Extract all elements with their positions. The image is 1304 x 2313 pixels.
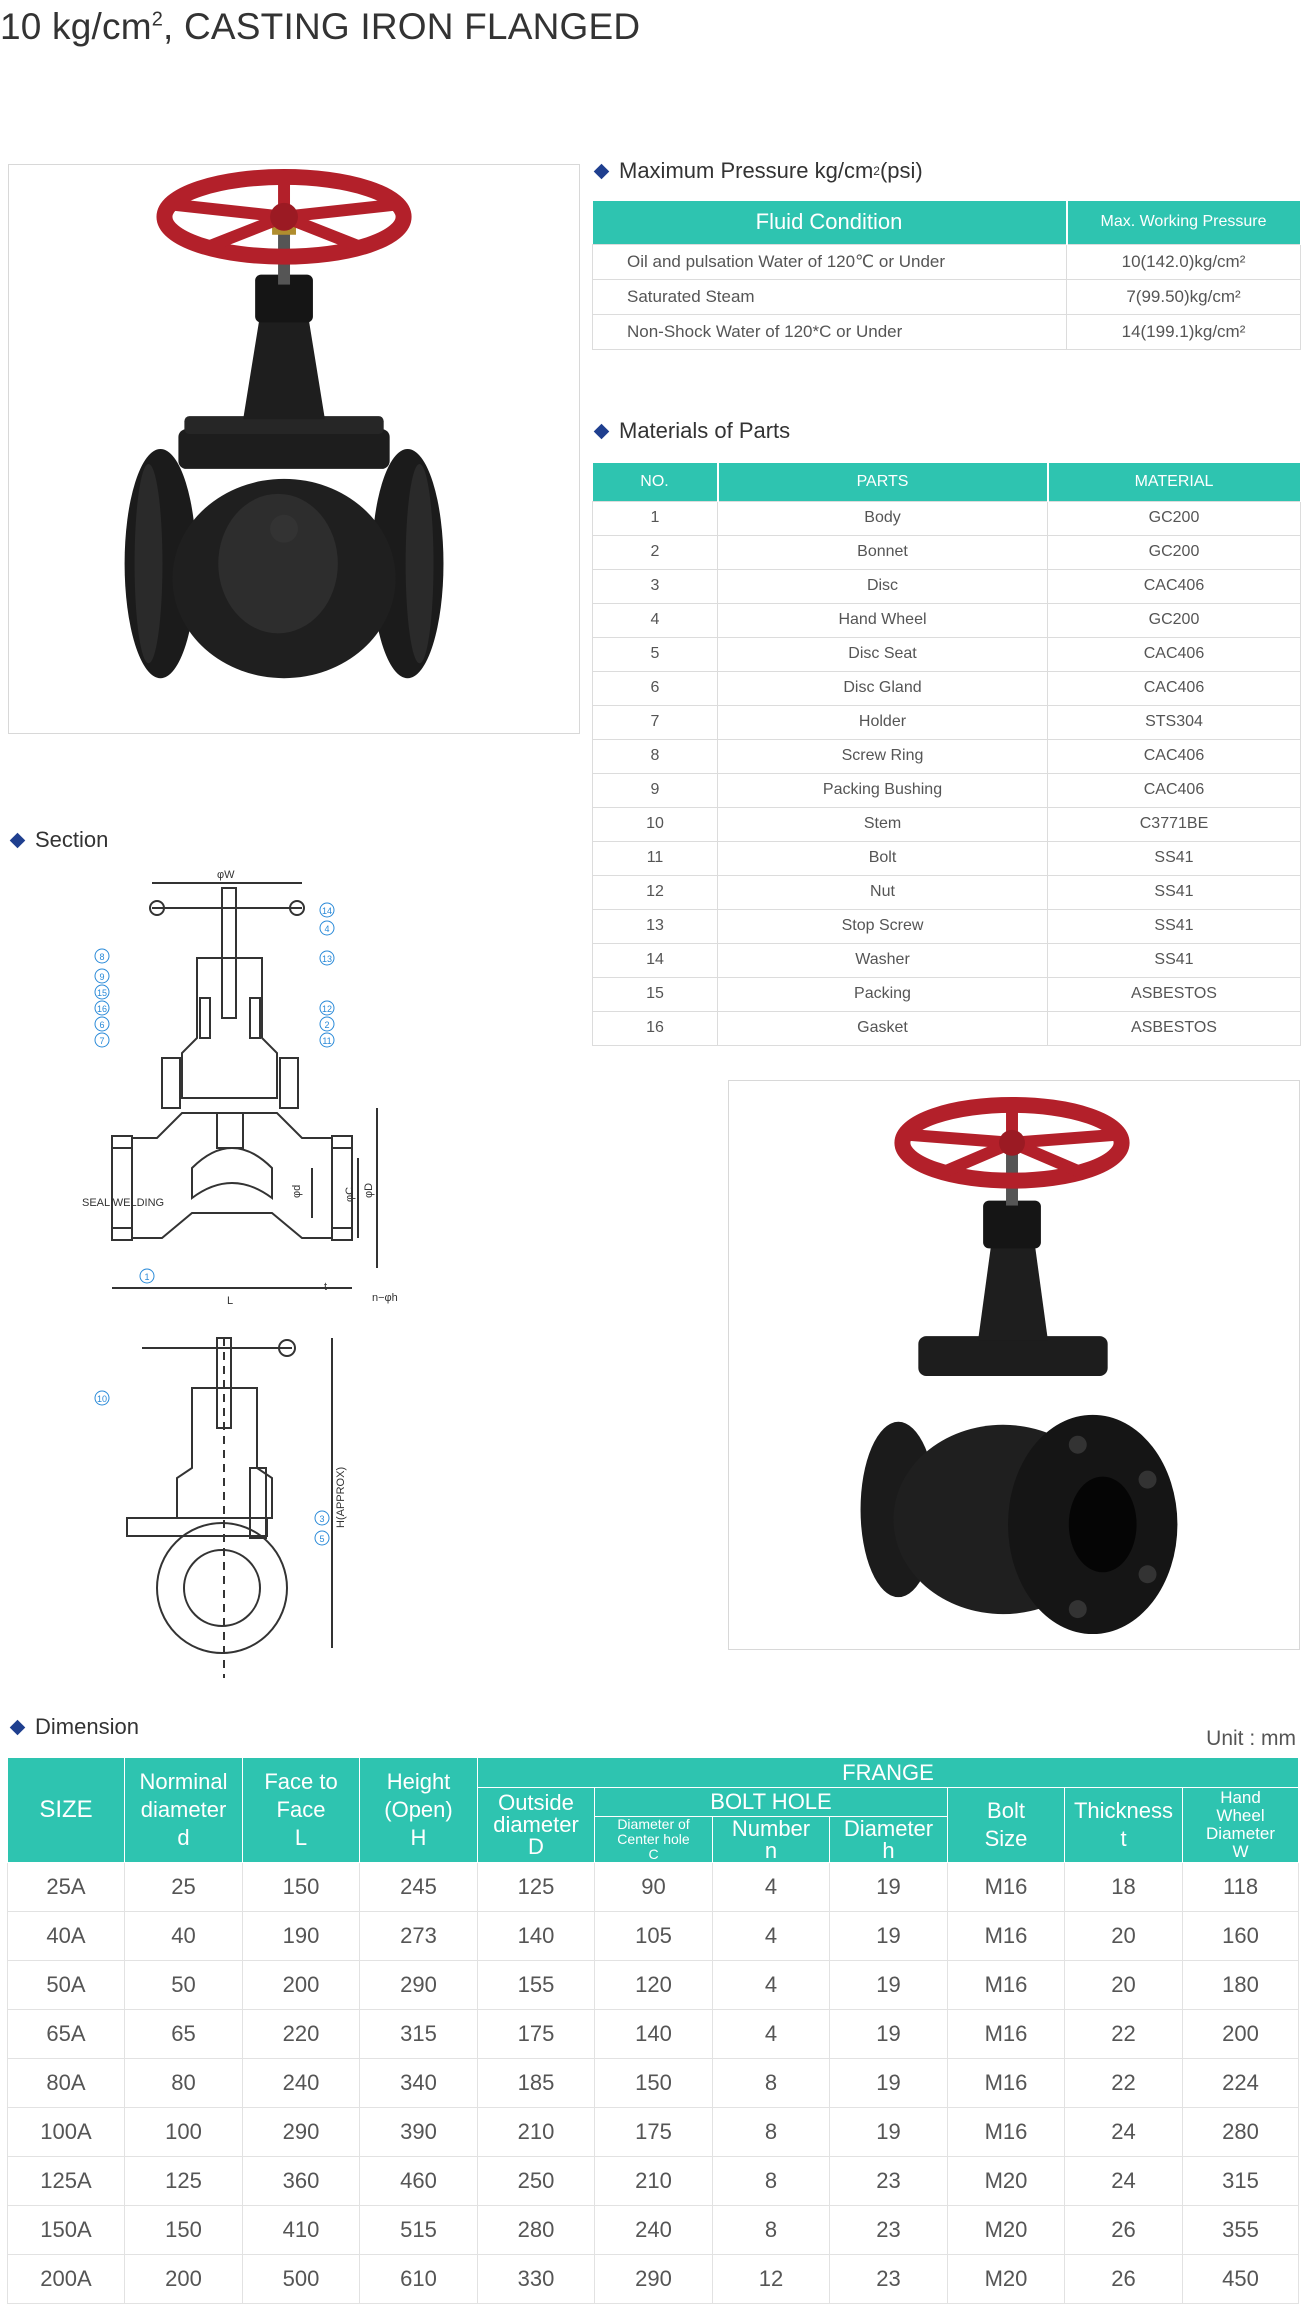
face-line-2: Face	[276, 1797, 326, 1822]
part-name-cell: Body	[718, 501, 1048, 535]
size-cell: 200A	[8, 2255, 125, 2304]
materials-table	[592, 463, 1302, 1046]
callout-number: 4	[324, 924, 330, 934]
callout-number: 2	[324, 1020, 330, 1030]
diamond-bullet-icon	[10, 832, 26, 848]
part-no-cell: 16	[593, 1011, 718, 1045]
center-hole-cell: 120	[595, 1961, 713, 2010]
material-row	[593, 773, 1301, 807]
height-cell: 315	[360, 2010, 478, 2059]
part-name-cell: Disc Seat	[718, 637, 1048, 671]
part-callout	[95, 949, 109, 963]
outside-diameter-cell: 280	[478, 2206, 595, 2255]
part-no-cell: 1	[593, 501, 718, 535]
part-no-cell: 5	[593, 637, 718, 671]
center-hole-cell: 175	[595, 2108, 713, 2157]
part-material-cell: GC200	[1048, 603, 1301, 637]
part-material-cell: CAC406	[1048, 773, 1301, 807]
thickness-line-2: t	[1120, 1826, 1127, 1851]
height-cell: 245	[360, 1863, 478, 1912]
face-to-face-cell: 150	[243, 1863, 360, 1912]
material-row	[593, 637, 1301, 671]
materials-heading: Materials of Parts	[592, 418, 790, 444]
face-line-1: Face to	[264, 1769, 338, 1794]
dimension-row	[8, 2157, 1299, 2206]
dim-length-label: L	[227, 1295, 234, 1307]
bolt-hole-diameter-cell: 23	[830, 2255, 948, 2304]
hand-wheel-cell: 160	[1183, 1912, 1299, 1961]
col-fluid-condition: Fluid Condition	[593, 201, 1067, 244]
dimension-table	[7, 1757, 1299, 2304]
part-callout	[320, 1017, 334, 1031]
part-no-cell: 7	[593, 705, 718, 739]
part-name-cell: Bonnet	[718, 535, 1048, 569]
bolt-number-cell: 8	[713, 2206, 830, 2255]
hand-wheel-cell: 118	[1183, 1863, 1299, 1912]
part-callout	[95, 969, 109, 983]
bolt-size-line-2: Size	[984, 1826, 1028, 1851]
nominal-diameter-cell: 125	[125, 2157, 243, 2206]
diamond-bullet-icon	[594, 423, 610, 439]
globe-valve-angle-image	[729, 1081, 1299, 1649]
hand-wheel-cell: 355	[1183, 2206, 1299, 2255]
part-material-cell: SS41	[1048, 875, 1301, 909]
number-line-2: n	[764, 1837, 778, 1863]
number-line-1: Number	[731, 1815, 811, 1841]
working-pressure-cell: 14(199.1)kg/cm²	[1067, 314, 1301, 349]
bolt-number-cell: 4	[713, 1961, 830, 2010]
part-name-cell: Hand Wheel	[718, 603, 1048, 637]
nominal-line-1: Norminal	[139, 1769, 228, 1794]
callout-number: 14	[321, 906, 333, 916]
part-no-cell: 13	[593, 909, 718, 943]
height-cell: 460	[360, 2157, 478, 2206]
part-callout	[320, 951, 334, 965]
thickness-cell: 18	[1065, 1863, 1183, 1912]
face-to-face-cell: 360	[243, 2157, 360, 2206]
bolt-size-cell: M16	[948, 2010, 1065, 2059]
part-name-cell: Bolt	[718, 841, 1048, 875]
thickness-cell: 22	[1065, 2059, 1183, 2108]
face-to-face-cell: 200	[243, 1961, 360, 2010]
callout-number: 10	[96, 1394, 108, 1404]
part-name-cell: Nut	[718, 875, 1048, 909]
part-no-cell: 14	[593, 943, 718, 977]
material-row	[593, 535, 1301, 569]
part-no-cell: 10	[593, 807, 718, 841]
part-name-cell: Holder	[718, 705, 1048, 739]
center-hole-cell: 240	[595, 2206, 713, 2255]
part-no-cell: 3	[593, 569, 718, 603]
col-height-open	[360, 1758, 478, 1863]
part-no-cell: 8	[593, 739, 718, 773]
thickness-line-1: Thickness	[1073, 1798, 1174, 1823]
unit-label: Unit : mm	[1206, 1727, 1296, 1750]
center-hole-cell: 150	[595, 2059, 713, 2108]
diameter-line-2: h	[882, 1837, 895, 1863]
thickness-cell: 20	[1065, 1961, 1183, 2010]
callout-number: 1	[144, 1272, 150, 1282]
thickness-cell: 24	[1065, 2157, 1183, 2206]
dim-d-large-label: φD	[363, 1182, 375, 1198]
col-face-to-face	[243, 1758, 360, 1863]
part-material-cell: SS41	[1048, 841, 1301, 875]
bolt-number-cell: 4	[713, 1912, 830, 1961]
part-material-cell: SS41	[1048, 909, 1301, 943]
center-hole-line-1: Diameter of	[617, 1816, 690, 1832]
outside-diameter-cell: 210	[478, 2108, 595, 2157]
height-cell: 610	[360, 2255, 478, 2304]
part-callout	[95, 1033, 109, 1047]
col-bolt-number	[713, 1817, 830, 1863]
center-hole-cell: 90	[595, 1863, 713, 1912]
bolt-size-cell: M20	[948, 2206, 1065, 2255]
working-pressure-cell: 7(99.50)kg/cm²	[1067, 279, 1301, 314]
thickness-cell: 24	[1065, 2108, 1183, 2157]
hand-wheel-cell: 200	[1183, 2010, 1299, 2059]
nominal-diameter-cell: 25	[125, 1863, 243, 1912]
dimension-heading: Dimension	[8, 1714, 139, 1740]
nominal-diameter-cell: 80	[125, 2059, 243, 2108]
outside-line-1: Outside	[498, 1790, 574, 1815]
fluid-condition-cell: Non-Shock Water of 120*C or Under	[593, 314, 1067, 349]
material-row	[593, 1011, 1301, 1045]
dim-d-small-label: φd	[291, 1184, 303, 1198]
part-material-cell: ASBESTOS	[1048, 1011, 1301, 1045]
height-cell: 340	[360, 2059, 478, 2108]
outside-line-2: diameter	[493, 1812, 579, 1837]
face-to-face-cell: 240	[243, 2059, 360, 2108]
part-name-cell: Stop Screw	[718, 909, 1048, 943]
callout-number: 15	[96, 988, 108, 998]
col-group-frange: FRANGE	[478, 1758, 1299, 1788]
part-material-cell: CAC406	[1048, 739, 1301, 773]
hand-wheel-cell: 315	[1183, 2157, 1299, 2206]
pressure-row	[593, 314, 1301, 349]
nominal-diameter-cell: 100	[125, 2108, 243, 2157]
center-hole-cell: 105	[595, 1912, 713, 1961]
height-line-3: H	[410, 1825, 427, 1850]
col-bolt-hole-diameter	[830, 1817, 948, 1863]
callout-number: 12	[321, 1004, 333, 1014]
page-title: 10 $kg/cm^2$, CASTING IRON FLANGED	[0, 6, 641, 47]
face-to-face-cell: 220	[243, 2010, 360, 2059]
part-material-cell: C3771BE	[1048, 807, 1301, 841]
part-no-cell: 9	[593, 773, 718, 807]
bolt-number-cell: 4	[713, 2010, 830, 2059]
dimension-row	[8, 2010, 1299, 2059]
center-hole-cell: 210	[595, 2157, 713, 2206]
pressure-header-row	[593, 201, 1301, 244]
size-cell: 50A	[8, 1961, 125, 2010]
part-material-cell: SS41	[1048, 943, 1301, 977]
valve-photo-front	[8, 164, 580, 734]
part-material-cell: GC200	[1048, 535, 1301, 569]
col-outside-diameter	[478, 1788, 595, 1863]
thickness-cell: 22	[1065, 2010, 1183, 2059]
outside-diameter-cell: 185	[478, 2059, 595, 2108]
thickness-cell: 20	[1065, 1912, 1183, 1961]
part-callout	[140, 1269, 154, 1283]
bolt-size-line-1: Bolt	[987, 1798, 1025, 1823]
dimension-row	[8, 1912, 1299, 1961]
bolt-hole-diameter-cell: 23	[830, 2157, 948, 2206]
material-row	[593, 671, 1301, 705]
col-center-hole-diameter	[595, 1817, 713, 1863]
part-callout	[320, 1001, 334, 1015]
bolt-number-cell: 8	[713, 2108, 830, 2157]
hand-wheel-cell: 450	[1183, 2255, 1299, 2304]
bolt-size-cell: M16	[948, 1961, 1065, 2010]
col-size: SIZE	[8, 1758, 125, 1863]
dimension-header-row-1	[8, 1758, 1299, 1788]
callout-number: 13	[321, 954, 333, 964]
callout-number: 16	[96, 1004, 108, 1014]
bolt-size-cell: M16	[948, 1863, 1065, 1912]
diamond-bullet-icon	[10, 1719, 26, 1735]
part-material-cell: STS304	[1048, 705, 1301, 739]
part-callout	[320, 921, 334, 935]
bolt-number-cell: 4	[713, 1863, 830, 1912]
material-row	[593, 943, 1301, 977]
bolt-number-cell: 8	[713, 2157, 830, 2206]
section-drawing	[72, 868, 432, 1688]
hand-wheel-line-1: Hand	[1220, 1788, 1261, 1807]
part-name-cell: Disc Gland	[718, 671, 1048, 705]
bolt-hole-diameter-cell: 19	[830, 1961, 948, 2010]
height-line-1: Height	[386, 1769, 451, 1794]
outside-diameter-cell: 140	[478, 1912, 595, 1961]
part-no-cell: 12	[593, 875, 718, 909]
col-thickness	[1065, 1788, 1183, 1863]
part-callout	[315, 1531, 329, 1545]
height-cell: 515	[360, 2206, 478, 2255]
center-hole-cell: 140	[595, 2010, 713, 2059]
outside-diameter-cell: 155	[478, 1961, 595, 2010]
callout-number: 7	[99, 1036, 105, 1046]
part-name-cell: Stem	[718, 807, 1048, 841]
outside-diameter-cell: 175	[478, 2010, 595, 2059]
part-name-cell: Gasket	[718, 1011, 1048, 1045]
hand-wheel-cell: 180	[1183, 1961, 1299, 2010]
col-material: MATERIAL	[1048, 463, 1301, 501]
part-callout	[320, 1033, 334, 1047]
dimension-row	[8, 2059, 1299, 2108]
material-row	[593, 603, 1301, 637]
valve-photo-angle	[728, 1080, 1300, 1650]
bolt-hole-diameter-cell: 19	[830, 1912, 948, 1961]
size-cell: 100A	[8, 2108, 125, 2157]
center-hole-line-2: Center hole	[617, 1831, 690, 1847]
material-row	[593, 807, 1301, 841]
part-name-cell: Packing Bushing	[718, 773, 1048, 807]
material-row	[593, 569, 1301, 603]
part-callout	[320, 903, 334, 917]
part-material-cell: CAC406	[1048, 637, 1301, 671]
globe-valve-front-image	[9, 165, 579, 733]
part-name-cell: Screw Ring	[718, 739, 1048, 773]
height-cell: 390	[360, 2108, 478, 2157]
seal-welding-label: SEAL WELDING	[82, 1197, 165, 1209]
pressure-heading: Maximum Pressure kg/cm 2 (psi)	[592, 158, 923, 184]
bolt-number-cell: 12	[713, 2255, 830, 2304]
part-name-cell: Washer	[718, 943, 1048, 977]
col-group-bolt-hole: BOLT HOLE	[595, 1788, 948, 1817]
bolt-size-cell: M16	[948, 2108, 1065, 2157]
bolt-hole-diameter-cell: 19	[830, 2059, 948, 2108]
diamond-bullet-icon	[594, 163, 610, 179]
col-no: NO.	[593, 463, 718, 501]
thickness-cell: 26	[1065, 2255, 1183, 2304]
part-no-cell: 2	[593, 535, 718, 569]
callout-number: 9	[99, 972, 105, 982]
fluid-condition-cell: Oil and pulsation Water of 120℃ or Under	[593, 244, 1067, 279]
pressure-row	[593, 244, 1301, 279]
dim-bolt-holes-label: n−φh	[372, 1292, 398, 1304]
bolt-hole-diameter-cell: 23	[830, 2206, 948, 2255]
face-to-face-cell: 410	[243, 2206, 360, 2255]
diameter-line-1: Diameter	[843, 1815, 934, 1841]
callout-number: 5	[319, 1534, 325, 1544]
outside-line-3: D	[528, 1834, 544, 1859]
part-callout	[95, 1391, 109, 1405]
material-row	[593, 705, 1301, 739]
hand-wheel-line-4: W	[1232, 1842, 1249, 1861]
outside-diameter-cell: 125	[478, 1863, 595, 1912]
material-row	[593, 501, 1301, 535]
pressure-table	[592, 201, 1302, 350]
height-cell: 273	[360, 1912, 478, 1961]
pressure-row	[593, 279, 1301, 314]
bolt-hole-diameter-cell: 19	[830, 1863, 948, 1912]
dim-thickness-label: t	[324, 1281, 328, 1293]
material-row	[593, 739, 1301, 773]
material-row	[593, 909, 1301, 943]
dimension-row	[8, 2255, 1299, 2304]
part-material-cell: CAC406	[1048, 671, 1301, 705]
part-callout	[95, 985, 109, 999]
part-material-cell: GC200	[1048, 501, 1301, 535]
part-no-cell: 6	[593, 671, 718, 705]
col-bolt-size	[948, 1788, 1065, 1863]
size-cell: 25A	[8, 1863, 125, 1912]
nominal-line-3: d	[177, 1825, 190, 1850]
size-cell: 125A	[8, 2157, 125, 2206]
hand-wheel-line-3: Diameter	[1206, 1824, 1275, 1843]
outside-diameter-cell: 330	[478, 2255, 595, 2304]
dimension-row	[8, 1961, 1299, 2010]
thickness-cell: 26	[1065, 2206, 1183, 2255]
dim-width-label: φW	[217, 869, 235, 881]
hand-wheel-cell: 224	[1183, 2059, 1299, 2108]
size-cell: 40A	[8, 1912, 125, 1961]
bolt-size-cell: M16	[948, 1912, 1065, 1961]
size-cell: 65A	[8, 2010, 125, 2059]
center-hole-line-3: C	[648, 1846, 659, 1862]
materials-header-row	[593, 463, 1301, 501]
callout-number: 11	[322, 1036, 332, 1046]
part-no-cell: 15	[593, 977, 718, 1011]
callout-number: 8	[99, 952, 105, 962]
nominal-diameter-cell: 40	[125, 1912, 243, 1961]
dimension-row	[8, 2206, 1299, 2255]
face-to-face-cell: 190	[243, 1912, 360, 1961]
center-hole-cell: 290	[595, 2255, 713, 2304]
part-material-cell: CAC406	[1048, 569, 1301, 603]
face-to-face-cell: 290	[243, 2108, 360, 2157]
dimension-row	[8, 2108, 1299, 2157]
hand-wheel-line-2: Wheel	[1216, 1806, 1265, 1825]
hand-wheel-cell: 280	[1183, 2108, 1299, 2157]
col-parts: PARTS	[718, 463, 1048, 501]
bolt-hole-diameter-cell: 19	[830, 2010, 948, 2059]
dim-c-label: φC	[344, 1186, 356, 1202]
bolt-size-cell: M16	[948, 2059, 1065, 2108]
part-name-cell: Disc	[718, 569, 1048, 603]
part-no-cell: 11	[593, 841, 718, 875]
nominal-diameter-cell: 200	[125, 2255, 243, 2304]
fluid-condition-cell: Saturated Steam	[593, 279, 1067, 314]
dim-height-label: H(APPROX)	[335, 1466, 347, 1528]
dimension-row	[8, 1863, 1299, 1912]
part-callout	[95, 1001, 109, 1015]
size-cell: 80A	[8, 2059, 125, 2108]
bolt-size-cell: M20	[948, 2255, 1065, 2304]
part-no-cell: 4	[593, 603, 718, 637]
part-name-cell: Packing	[718, 977, 1048, 1011]
bolt-size-cell: M20	[948, 2157, 1065, 2206]
nominal-diameter-cell: 65	[125, 2010, 243, 2059]
outside-diameter-cell: 250	[478, 2157, 595, 2206]
col-nominal-diameter	[125, 1758, 243, 1863]
nominal-line-2: diameter	[140, 1797, 227, 1822]
bolt-hole-diameter-cell: 19	[830, 2108, 948, 2157]
part-material-cell: ASBESTOS	[1048, 977, 1301, 1011]
col-max-working-pressure: Max. Working Pressure	[1067, 201, 1301, 244]
height-line-2: (Open)	[384, 1797, 453, 1822]
part-callout	[95, 1017, 109, 1031]
part-callout	[315, 1511, 329, 1525]
height-cell: 290	[360, 1961, 478, 2010]
col-hand-wheel-diameter	[1183, 1788, 1299, 1863]
nominal-diameter-cell: 50	[125, 1961, 243, 2010]
face-line-3: L	[294, 1825, 308, 1850]
material-row	[593, 875, 1301, 909]
working-pressure-cell: 10(142.0)kg/cm²	[1067, 244, 1301, 279]
material-row	[593, 841, 1301, 875]
bolt-number-cell: 8	[713, 2059, 830, 2108]
callout-number: 6	[99, 1020, 105, 1030]
nominal-diameter-cell: 150	[125, 2206, 243, 2255]
material-row	[593, 977, 1301, 1011]
face-to-face-cell: 500	[243, 2255, 360, 2304]
section-heading: Section	[8, 827, 108, 853]
callout-number: 3	[319, 1514, 325, 1524]
size-cell: 150A	[8, 2206, 125, 2255]
